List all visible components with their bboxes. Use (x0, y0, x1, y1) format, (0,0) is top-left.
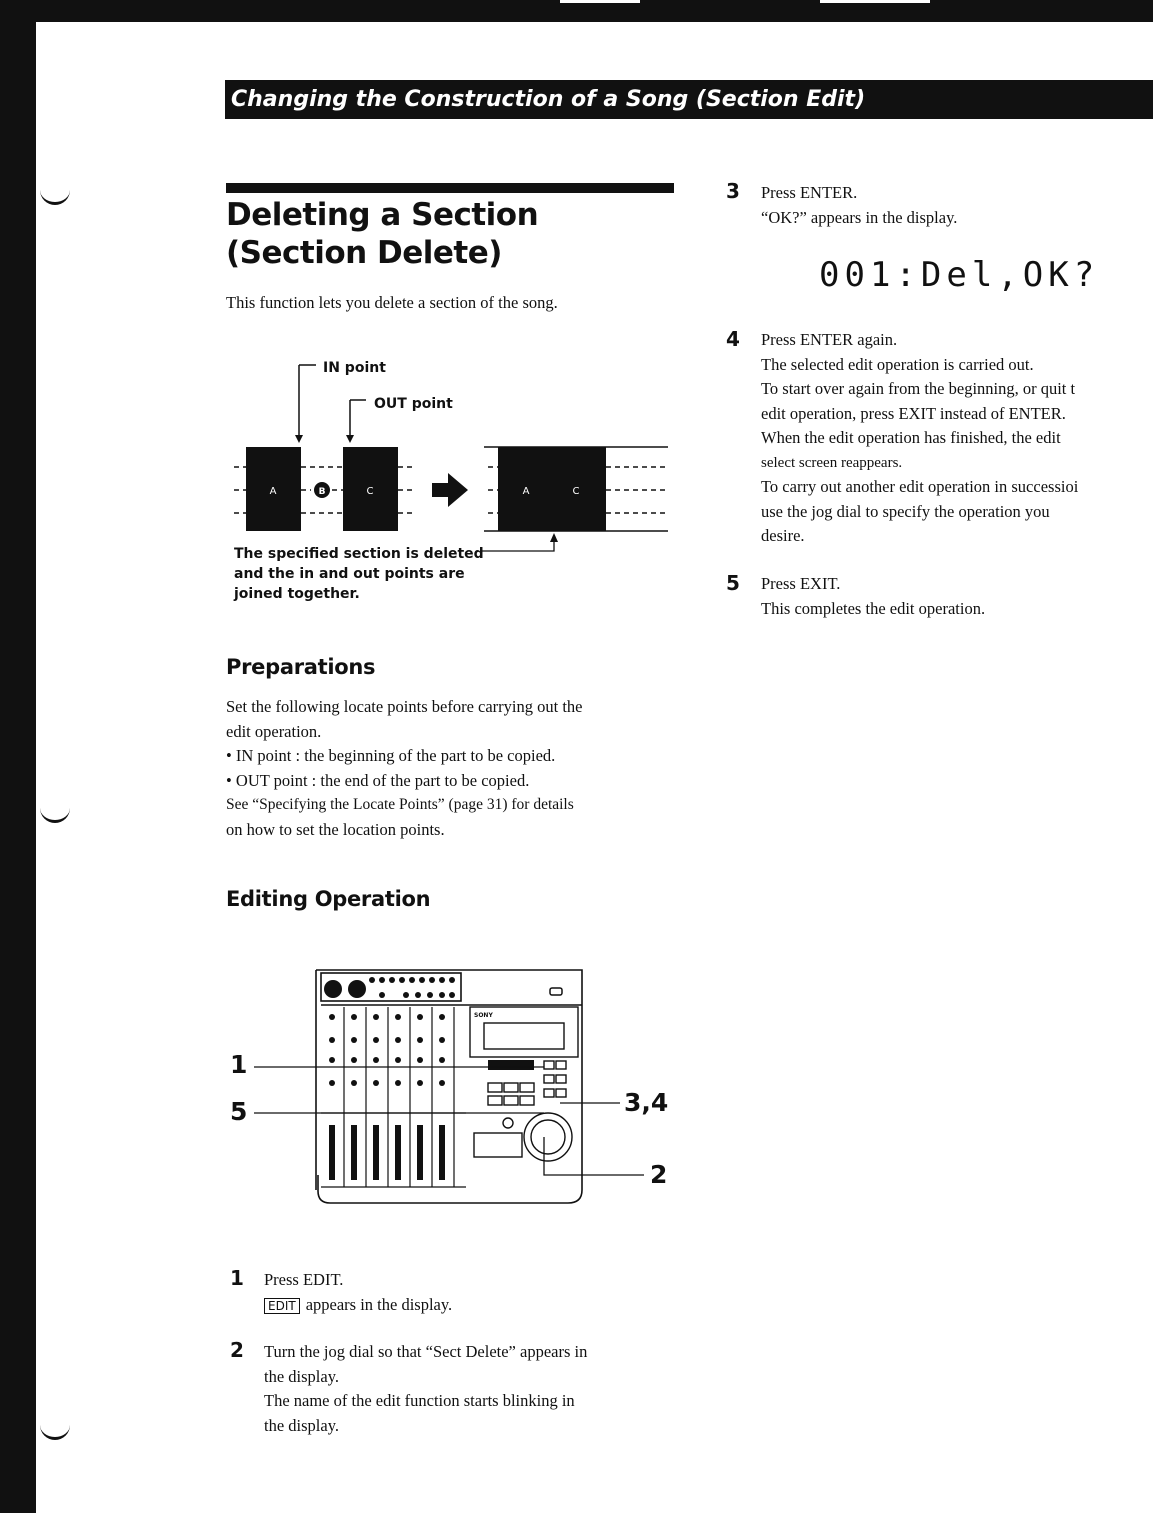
binding-mark (40, 808, 70, 823)
step-4-number: 4 (726, 327, 740, 351)
label-c-after: C (572, 486, 580, 497)
in-point-arrowhead (295, 435, 303, 443)
callout-line-2 (544, 1137, 644, 1175)
display-readout: 001:Del,OK? (819, 255, 1100, 295)
top-bleed-bar (0, 0, 1153, 22)
callout-3-4: 3,4 (624, 1088, 669, 1117)
callout-5: 5 (230, 1097, 248, 1126)
section-rule (226, 183, 674, 193)
step-5-number: 5 (726, 571, 740, 595)
section-title: Deleting a Section (Section Delete) (226, 197, 539, 271)
preparations-heading: Preparations (226, 655, 376, 679)
recorder-illustration (226, 965, 686, 1215)
step-2-text: Turn the jog dial so that “Sect Delete” appears in the display. The name of the edit function starts blinking in the display. (264, 1342, 588, 1435)
label-a-after: A (522, 486, 530, 497)
step-4-text: Press ENTER again. The selected edit operation is carried out. To start over again from the beginning, or quit t edit operation, press EXIT instead of ENTER. When the edit operation has finished, the edit select screen reappears. To carry out another edit operation in successioi use the jog dial to specify the operation you desire. (761, 330, 1079, 545)
label-b-before: B (318, 487, 326, 497)
editing-heading: Editing Operation (226, 887, 431, 911)
callout-1: 1 (230, 1050, 248, 1079)
section-intro: This function lets you delete a section of the song. (226, 293, 558, 312)
step-3-number: 3 (726, 179, 740, 203)
label-a-before: A (269, 486, 277, 497)
step-1-text: Press EDIT. EDIT appears in the display. (264, 1270, 453, 1314)
blocks-ac-after (498, 447, 606, 531)
chapter-banner: Changing the Construction of a Song (Section Edit) (225, 80, 1153, 119)
join-pointer (481, 539, 554, 551)
binding-mark (40, 1425, 70, 1440)
page-spine (0, 22, 36, 1513)
edit-indicator: EDIT (264, 1298, 300, 1314)
step-5-text: Press EXIT. This completes the edit operation. (761, 574, 986, 618)
top-gap (820, 0, 930, 3)
callout-2: 2 (650, 1160, 668, 1189)
label-c-before: C (366, 486, 374, 497)
device-brand: SONY (474, 1012, 493, 1019)
section-delete-diagram (226, 355, 676, 555)
out-point-label: OUT point (374, 396, 453, 412)
in-point-label: IN point (323, 360, 386, 376)
step-3-text: Press ENTER. “OK?” appears in the display. (761, 183, 958, 227)
top-gap (560, 0, 640, 3)
step-1-number: 1 (230, 1266, 244, 1290)
binding-mark (40, 190, 70, 205)
step-2-number: 2 (230, 1338, 244, 1362)
diagram-caption: The specified section is deleted and the in and out points are joined together. (234, 546, 484, 602)
preparations-text: Set the following locate points before carrying out the edit operation. • IN point : the beginning of the part to be copied. • OUT point : the end of the part to be copied. See “Specifying the Locate Points” (page 31) for details on how to set the location points. (226, 697, 583, 839)
out-point-arrowhead (346, 435, 354, 443)
result-arrow (432, 473, 468, 507)
